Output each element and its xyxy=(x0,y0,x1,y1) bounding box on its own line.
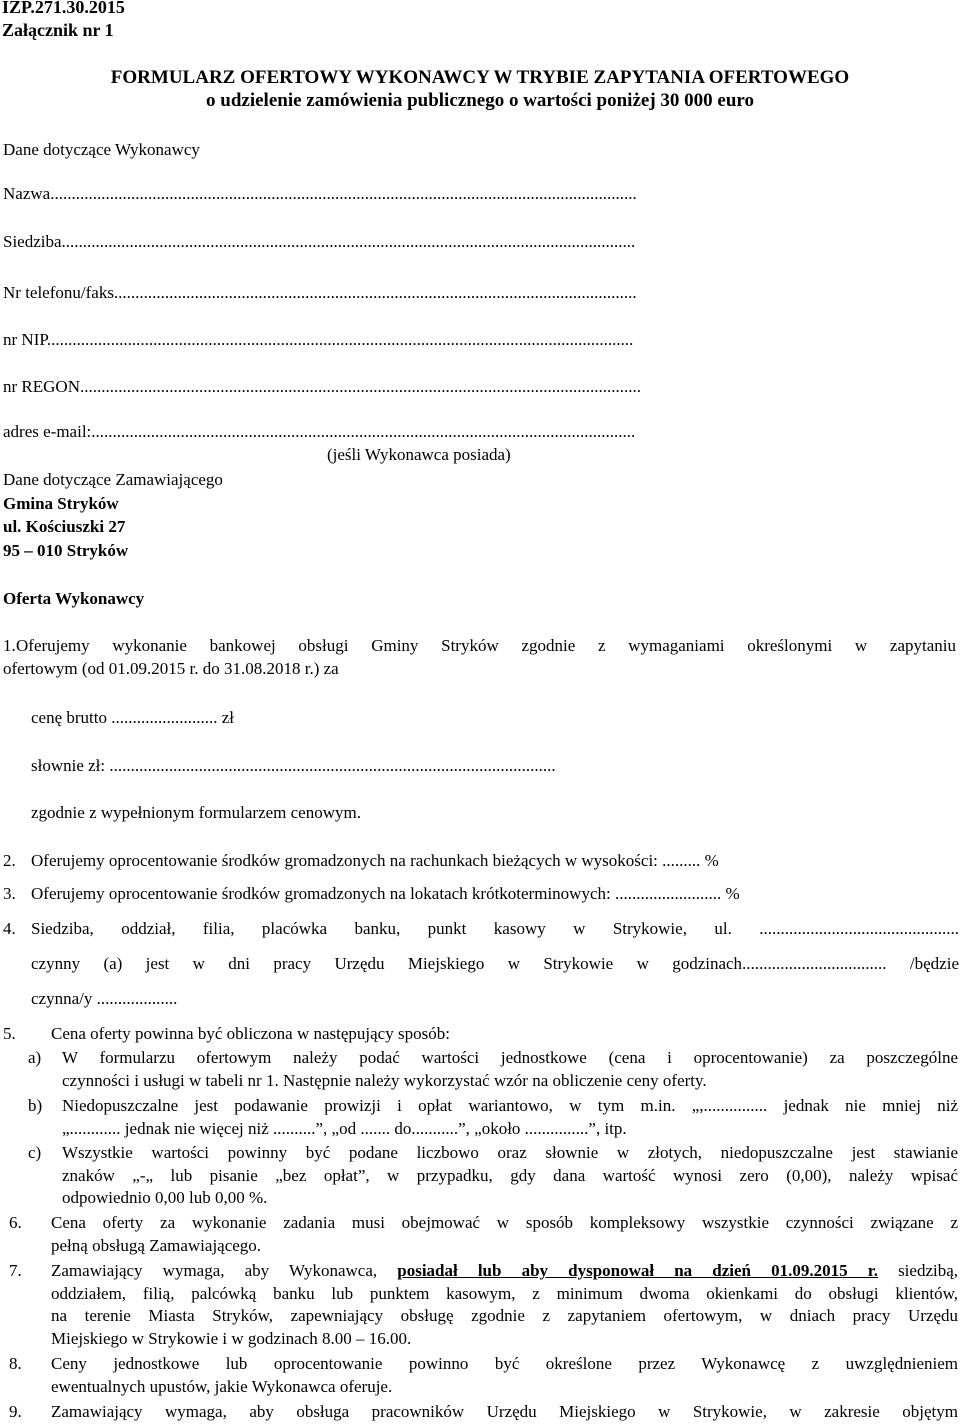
sub-c-label: c) xyxy=(28,1143,42,1162)
deposit-rate-field[interactable]: Oferujemy oprocentowanie środków gromadzonych na lokatach krótkoterminowych: ......................... % xyxy=(31,884,740,903)
opening-hours-field[interactable]: czynny (a) jest w dni pracy Urzędu Miejskiego w Strykowie w godzinach.................................. /będzie xyxy=(31,954,959,973)
regon-field[interactable]: nr REGON.................................................................................................................................... xyxy=(3,377,641,396)
client-city: 95 – 010 Stryków xyxy=(3,541,129,560)
sub-a-text xyxy=(62,1047,958,1092)
item-7-pre: Zamawiający wymaga, aby Wykonawca, xyxy=(51,1261,378,1280)
offer-heading: Oferta Wykonawcy xyxy=(3,589,145,608)
item-9-number: 9. xyxy=(9,1402,22,1421)
sub-a-label: a) xyxy=(28,1048,42,1067)
client-heading: Dane dotyczące Zamawiającego xyxy=(3,470,223,489)
client-name: Gmina Stryków xyxy=(3,494,119,513)
item-4-text-2[interactable] xyxy=(31,953,959,976)
item-7-post: siedzibą, xyxy=(898,1261,959,1280)
form-title: FORMULARZ OFERTOWY WYKONAWCY W TRYBIE ZAPYTANIA OFERTOWEGO xyxy=(110,67,850,88)
email-note: (jeśli Wykonawca posiada) xyxy=(327,445,511,464)
item-7-number: 7. xyxy=(9,1261,22,1280)
item-1-line: Oferujemy wykonanie bankowej obsługi Gminy Stryków zgodnie z wymaganiami określonymi w zapytaniu xyxy=(16,636,956,655)
item-7-line: na terenie Miasta Stryków, zapewniający obsługę zgodnie z zapytaniem ofertowym, w dniach pracy Urzędu xyxy=(51,1306,958,1325)
email-field[interactable]: adres e-mail:................................................................................................................................ xyxy=(3,422,636,441)
item-6-number: 6. xyxy=(9,1213,22,1232)
item-9-text xyxy=(51,1401,958,1424)
sub-b-line: Niedopuszczalne jest podawanie prowizji i opłat wariantowo, w tym m.in. „,............... jednak nie mniej niż xyxy=(62,1096,958,1115)
item-3-number: 3. xyxy=(3,884,16,903)
sub-b-text xyxy=(62,1095,958,1140)
item-2-number: 2. xyxy=(3,851,16,870)
item-9-line: Zamawiający wymaga, aby obsługa pracowników Urzędu Miejskiego w Strykowie, w zakresie objętym xyxy=(51,1402,958,1421)
item-5-text: Cena oferty powinna być obliczona w następujący sposób: xyxy=(51,1024,450,1043)
item-6-line: pełną obsługą Zamawiającego. xyxy=(51,1235,262,1255)
name-field[interactable]: Nazwa.......................................................................................................................................... xyxy=(3,184,637,203)
sub-c-text xyxy=(62,1142,958,1210)
item-8-line: ewentualnych upustów, jakie Wykonawca oferuje. xyxy=(51,1376,393,1396)
bank-branch-field[interactable]: Siedziba, oddział, filia, placówka banku, punkt kasowy w Strykowie, ul. ............................................... xyxy=(31,919,959,938)
item-8-number: 8. xyxy=(9,1354,22,1373)
price-form-note: zgodnie z wypełnionym formularzem cenowym. xyxy=(31,803,361,822)
sub-c-line: Wszystkie wartości powinny być podane liczbowo oraz słownie w złotych, niedopuszczalne jest stawianie xyxy=(62,1143,958,1162)
item-7-line: Miejskiego w Strykowie i w godzinach 8.00 – 16.00. xyxy=(51,1328,412,1348)
nip-field[interactable]: nr NIP.......................................................................................................................................... xyxy=(3,330,634,349)
form-subtitle: o udzielenie zamówienia publicznego o wartości poniżej 30 000 euro xyxy=(206,90,754,111)
price-in-words-field[interactable]: słownie zł: ......................................................................................................... xyxy=(31,756,556,775)
open-status-field[interactable]: czynna/y ................... xyxy=(31,989,178,1008)
seat-field[interactable]: Siedziba....................................................................................................................................... xyxy=(3,232,636,251)
sub-b-line: „............ jednak nie więcej niż ..........”, „od ....... do...........”, „około ...............”, itp. xyxy=(62,1118,627,1138)
client-street: ul. Kościuszki 27 xyxy=(3,517,126,536)
item-7-first-line xyxy=(51,1260,958,1283)
item-5-number: 5. xyxy=(3,1024,16,1043)
item-6-line: Cena oferty za wykonanie zadania musi obejmować w sposób kompleksowy wszystkie czynności związane z xyxy=(51,1213,958,1232)
sub-b-label: b) xyxy=(28,1096,43,1115)
sub-a-line: czynności i usługi w tabeli nr 1. Następnie należy wykorzystać wzór na obliczenie ceny oferty. xyxy=(62,1070,707,1090)
attachment-label: Załącznik nr 1 xyxy=(2,20,114,40)
item-8-text xyxy=(51,1353,958,1398)
gross-price-field[interactable]: cenę brutto ......................... zł xyxy=(31,708,235,727)
item-4-number: 4. xyxy=(3,919,16,938)
phone-fax-field[interactable]: Nr telefonu/faks........................................................................................................................... xyxy=(3,283,637,302)
item-7-text xyxy=(51,1260,958,1350)
item-6-text xyxy=(51,1212,958,1257)
item-4-text[interactable] xyxy=(31,918,959,941)
current-account-rate-field[interactable]: Oferujemy oprocentowanie środków gromadzonych na rachunkach bieżących w wysokości: ......... % xyxy=(31,851,719,870)
item-1-line: ofertowym (od 01.09.2015 r. do 31.08.2018 r.) za xyxy=(3,659,339,678)
sub-c-line: odpowiednio 0,00 lub 0,00 %. xyxy=(62,1188,268,1207)
sub-c-line: znaków „-„ lub pisanie „bez opłat”, w przypadku, gdy dana wartość wynosi zero (0,00), należy wpisać xyxy=(62,1165,958,1185)
item-7-line: oddziałem, filią, palcówką banku lub punktem kasowym, z minimum dwoma okienkami do obsługi klientów, xyxy=(51,1283,958,1303)
item-8-line: Ceny jednostkowe lub oprocentowanie powinno być określone przez Wykonawcę z uwzględnieniem xyxy=(51,1354,958,1373)
item-1-text xyxy=(16,635,956,658)
item-1-number: 1. xyxy=(3,636,16,655)
item-7-requirement-date: posiadał lub aby dysponował na dzień 01.09.2015 r. xyxy=(397,1261,878,1280)
sub-a-line: W formularzu ofertowym należy podać wartości jednostkowe (cena i oprocentowanie) za poszczególne xyxy=(62,1048,958,1067)
reference-number: IZP.271.30.2015 xyxy=(2,0,125,17)
contractor-heading: Dane dotyczące Wykonawcy xyxy=(3,140,200,159)
